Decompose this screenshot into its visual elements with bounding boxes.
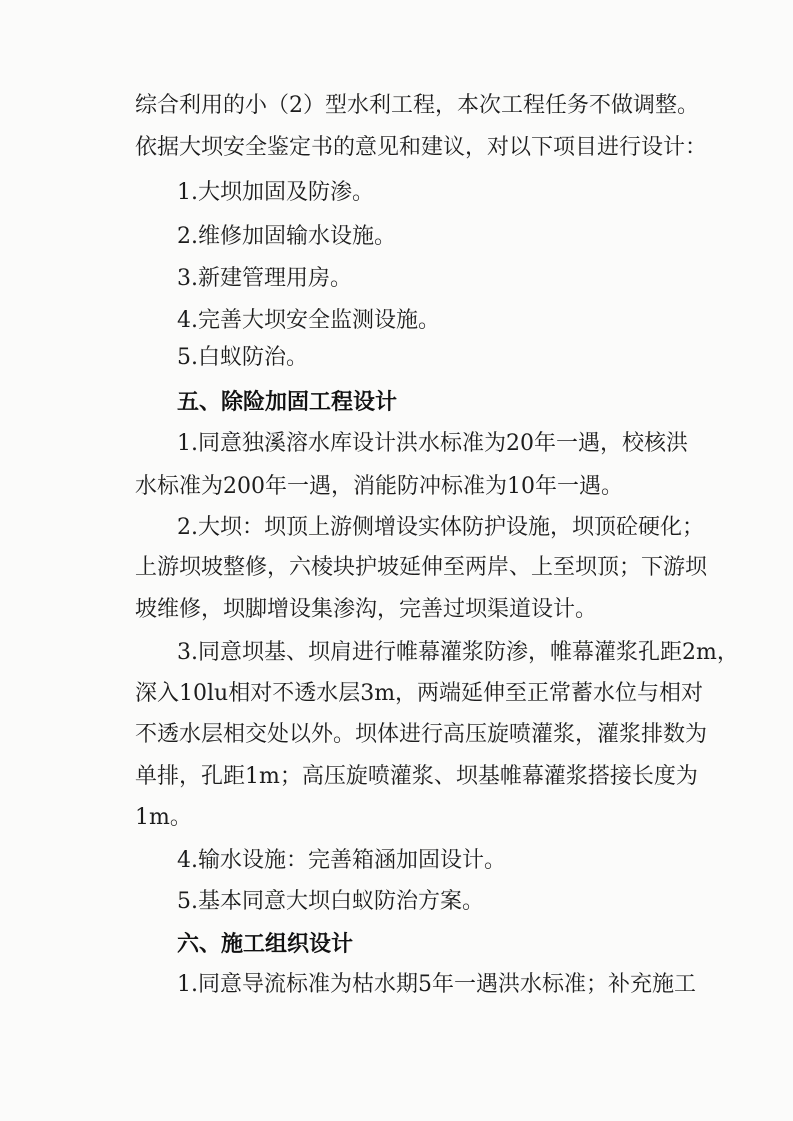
list-item: 4.输水设施：完善箱涵加固设计。 — [177, 848, 506, 873]
section-heading: 六、施工组织设计 — [177, 932, 354, 957]
paragraph-line: 上游坝坡整修，六棱块护坡延伸至两岸、上至坝顶；下游坝 — [135, 555, 708, 580]
section-heading: 五、除险加固工程设计 — [177, 390, 398, 415]
list-item: 5.白蚁防治。 — [177, 345, 308, 370]
paragraph-line: 水标准为200年一遇，消能防冲标准为10年一遇。 — [135, 474, 623, 499]
list-item: 5.基本同意大坝白蚁防治方案。 — [177, 889, 484, 914]
paragraph-line: 1.同意导流标准为枯水期5年一遇洪水标准；补充施工 — [177, 972, 696, 997]
paragraph-line: 2.大坝：坝顶上游侧增设实体防护设施，坝顶砼硬化； — [177, 515, 704, 540]
list-item: 3.新建管理用房。 — [177, 266, 352, 291]
paragraph-line: 1.同意独溪溶水库设计洪水标准为20年一遇，校核洪 — [177, 431, 688, 456]
list-item: 4.完善大坝安全监测设施。 — [177, 308, 440, 333]
paragraph-line: 3.同意坝基、坝肩进行帷幕灌浆防渗，帷幕灌浆孔距2m， — [177, 640, 739, 665]
paragraph-line: 依据大坝安全鉴定书的意见和建议，对以下项目进行设计： — [135, 135, 708, 160]
paragraph-line: 单排，孔距1m；高压旋喷灌浆、坝基帷幕灌浆搭接长度为 — [135, 764, 698, 789]
paragraph-line: 坡维修，坝脚增设集渗沟，完善过坝渠道设计。 — [135, 597, 598, 622]
paragraph-line: 1m。 — [135, 805, 192, 830]
paragraph-line: 不透水层相交处以外。坝体进行高压旋喷灌浆，灌浆排数为 — [135, 722, 708, 747]
paragraph-line: 综合利用的小（2）型水利工程，本次工程任务不做调整。 — [135, 93, 699, 118]
paragraph-line: 深入10lu相对不透水层3m，两端延伸至正常蓄水位与相对 — [135, 681, 704, 706]
list-item: 1.大坝加固及防渗。 — [177, 180, 374, 205]
list-item: 2.维修加固输水设施。 — [177, 224, 396, 249]
